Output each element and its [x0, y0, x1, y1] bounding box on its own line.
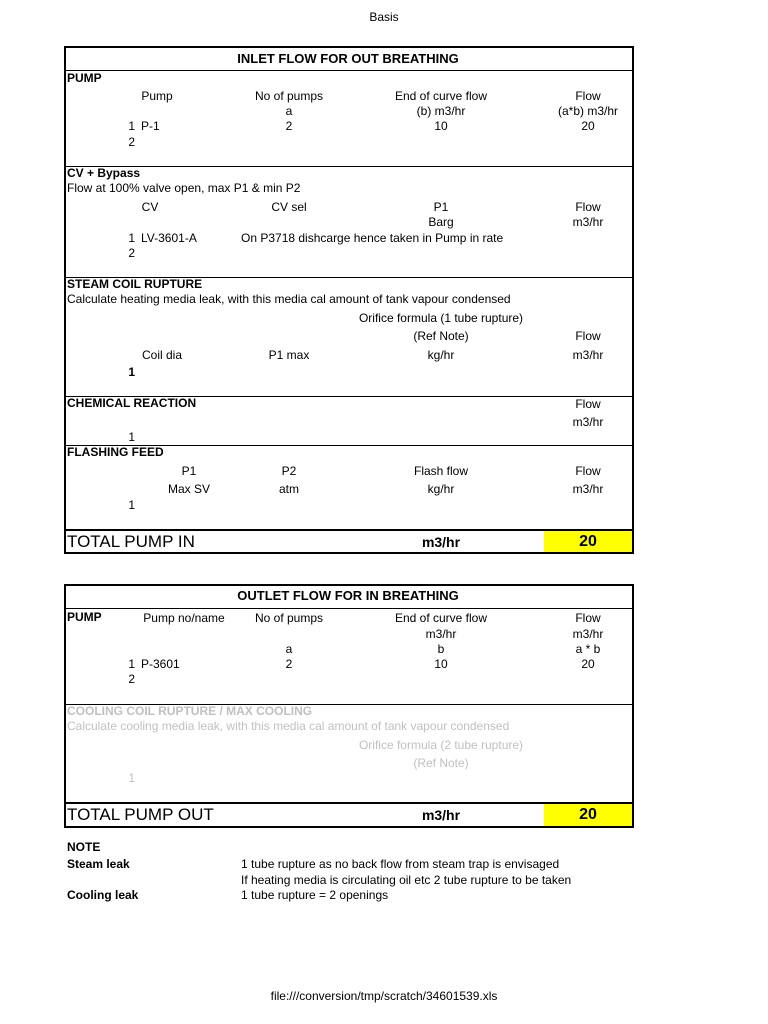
col-kg-hr: kg/hr — [427, 348, 455, 362]
col-flash-flow: Flash flow — [413, 464, 469, 478]
inlet-pump-label: PUMP — [67, 71, 102, 85]
col-flow: Flow — [575, 89, 601, 103]
note-steam-line2: If heating media is circulating oil etc 2 tube rupture to be taken — [241, 873, 572, 887]
row-index: 1 — [128, 498, 135, 512]
flashing-feed-label: FLASHING FEED — [67, 445, 164, 459]
cv-description: Flow at 100% valve open, max P1 & min P2 — [67, 181, 301, 195]
col-p1: P1 — [433, 200, 449, 214]
col-pump-name: Pump no/name — [143, 611, 225, 625]
note-cooling-line: 1 tube rupture = 2 openings — [241, 888, 389, 902]
cooling-coil-label: COOLING COIL RUPTURE / MAX COOLING — [67, 704, 313, 718]
col-no-pumps: No of pumps — [254, 611, 324, 625]
col-eoc: End of curve flow — [394, 89, 488, 103]
col-flow-sub2: a * b — [575, 642, 601, 656]
steam-coil-label: STEAM COIL RUPTURE — [67, 277, 203, 291]
pump-flow: 20 — [581, 119, 595, 133]
col-eoc-sub2: b — [437, 642, 445, 656]
pump-name: P-1 — [141, 119, 160, 133]
outlet-title: OUTLET FLOW FOR IN BREATHING — [237, 588, 459, 603]
outlet-pump-label: PUMP — [67, 610, 102, 624]
row-index: 1 — [128, 771, 135, 785]
note-heading: NOTE — [67, 840, 101, 854]
col-p1-sub: Barg — [428, 215, 454, 229]
col-m3-hr: m3/hr — [572, 415, 604, 429]
orifice-formula: Orifice formula (2 tube rupture) — [358, 738, 524, 752]
steam-description: Calculate heating media leak, with this media cal amount of tank vapour condensed — [67, 292, 511, 306]
divider — [65, 166, 633, 167]
col-eoc-sub: m3/hr — [425, 627, 457, 641]
total-pump-out-unit: m3/hr — [421, 807, 461, 823]
cv-note: On P3718 dishcarge hence taken in Pump in rate — [241, 231, 504, 245]
total-pump-in-unit: m3/hr — [421, 534, 461, 550]
inlet-title: INLET FLOW FOR OUT BREATHING — [237, 51, 459, 66]
col-flash-flow-sub: kg/hr — [427, 482, 455, 496]
row-index: 1 — [128, 430, 135, 444]
col-p2-sub: atm — [278, 482, 300, 496]
ref-note: (Ref Note) — [413, 756, 469, 770]
col-flow: Flow — [575, 329, 601, 343]
divider — [65, 70, 633, 71]
row-index: 1 — [128, 657, 135, 671]
col-p1-max: P1 max — [268, 348, 310, 362]
col-cv-sel: CV sel — [271, 200, 307, 214]
cooling-description: Calculate cooling media leak, with this media cal amount of tank vapour condensed — [67, 719, 510, 733]
chemical-reaction-label: CHEMICAL REACTION — [67, 396, 197, 410]
col-flow: Flow — [575, 397, 601, 411]
divider — [65, 608, 633, 609]
col-eoc-sub: (b) m3/hr — [416, 104, 466, 118]
note-steam-line1: 1 tube rupture as no back flow from steam trap is envisaged — [241, 857, 560, 871]
col-p1: P1 — [181, 464, 197, 478]
col-p2: P2 — [281, 464, 297, 478]
row-index: 1 — [128, 231, 135, 245]
row-index: 2 — [128, 672, 135, 686]
pump-eoc: 10 — [434, 119, 448, 133]
total-pump-in-value: 20 — [579, 533, 597, 550]
col-eoc: End of curve flow — [394, 611, 488, 625]
col-m3-hr: m3/hr — [572, 348, 604, 362]
pump-flow: 20 — [581, 657, 595, 671]
row-index: 2 — [128, 246, 135, 260]
col-flow: Flow — [575, 464, 601, 478]
row-index: 1 — [128, 365, 135, 379]
pump-count: 2 — [285, 119, 293, 133]
page-title: Basis — [369, 10, 399, 24]
col-flow: Flow — [575, 611, 601, 625]
row-index: 2 — [128, 135, 135, 149]
note-cooling-label: Cooling leak — [67, 888, 139, 902]
col-flow-sub: m3/hr — [572, 627, 604, 641]
col-no-pumps-sub: a — [285, 104, 293, 118]
pump-name: P-3601 — [141, 657, 180, 671]
total-pump-out-value: 20 — [579, 806, 597, 823]
total-pump-out-label: TOTAL PUMP OUT — [67, 805, 214, 824]
footer-file-path: file:///conversion/tmp/scratch/34601539.xls — [270, 989, 498, 1003]
col-cv: CV — [141, 200, 159, 214]
cv-name: LV-3601-A — [141, 231, 197, 245]
col-coil-dia: Coil dia — [141, 348, 183, 362]
cv-bypass-label: CV + Bypass — [67, 166, 141, 180]
orifice-formula: Orifice formula (1 tube rupture) — [358, 311, 524, 325]
col-no-pumps: No of pumps — [254, 89, 324, 103]
col-flow-sub: m3/hr — [572, 482, 604, 496]
col-flow-sub: m3/hr — [572, 215, 604, 229]
pump-count: 2 — [285, 657, 293, 671]
row-index: 1 — [128, 119, 135, 133]
ref-note: (Ref Note) — [413, 329, 469, 343]
col-no-pumps-sub: a — [285, 642, 293, 656]
col-flow-sub: (a*b) m3/hr — [557, 104, 619, 118]
col-pump: Pump — [141, 89, 173, 103]
total-pump-in-label: TOTAL PUMP IN — [67, 532, 195, 551]
col-flow: Flow — [575, 200, 601, 214]
col-p1-sub: Max SV — [167, 482, 211, 496]
pump-eoc: 10 — [434, 657, 448, 671]
note-steam-label: Steam leak — [67, 857, 130, 871]
